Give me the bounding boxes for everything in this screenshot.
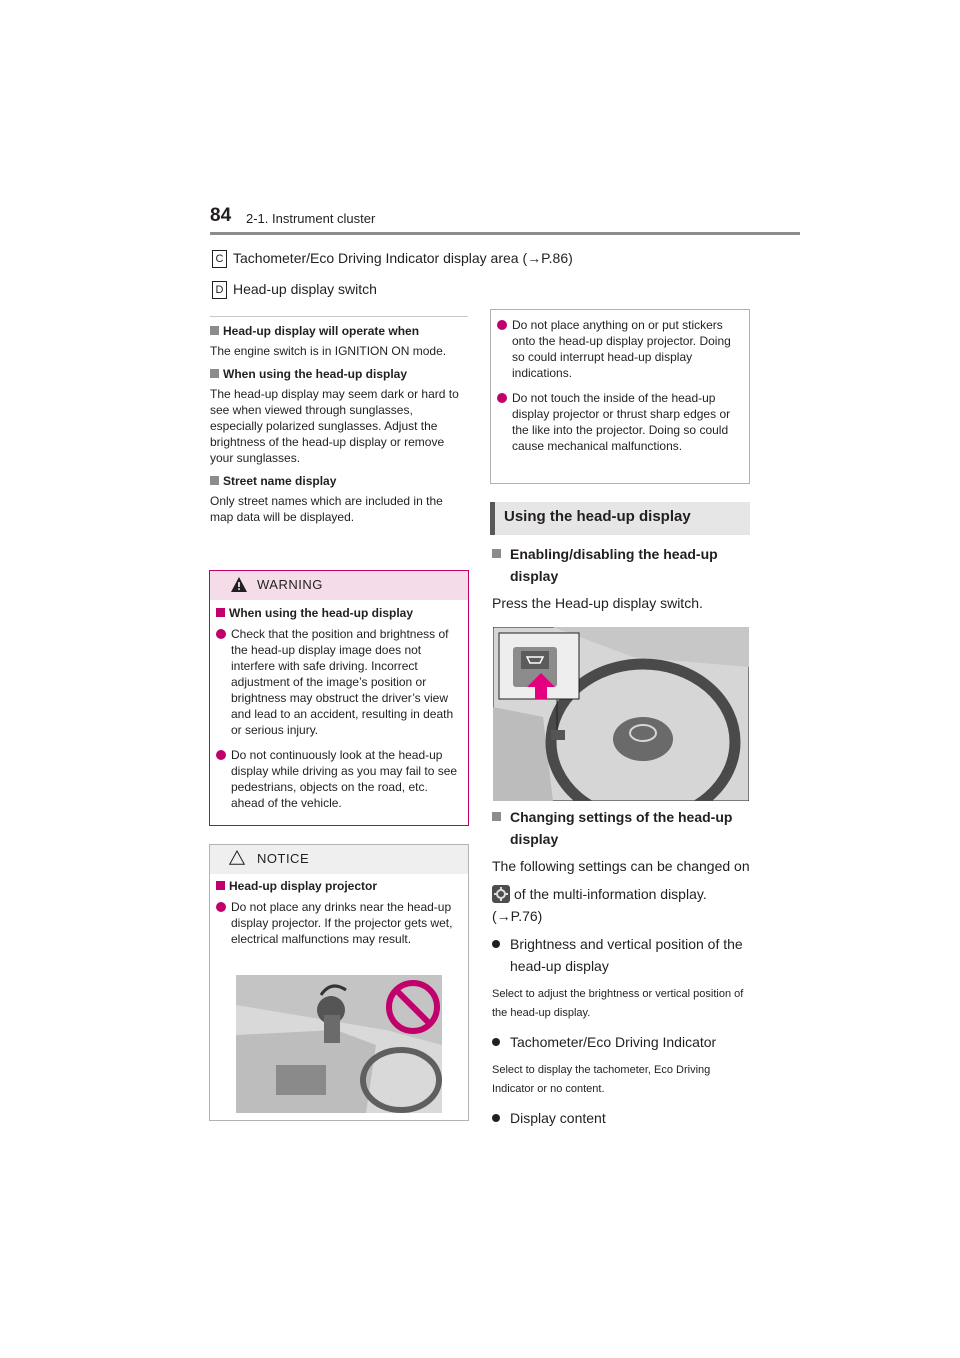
enable-body: Press the Head-up display switch. (492, 595, 703, 611)
notice-title: NOTICE (257, 851, 310, 866)
square-bullet-icon (492, 549, 501, 558)
note-body: The engine switch is in IGNITION ON mode. (210, 344, 447, 358)
section-heading-accent (490, 502, 495, 535)
settings-option-desc: Select to display the tachometer, Eco Driving Indicator or no content. (492, 1064, 711, 1095)
notice-subheading: Head-up display projector (216, 879, 464, 893)
bullet-dot-icon (216, 629, 226, 639)
notice-bullet: Do not place anything on or put stickers onto the head-up display projector. Doing so could interrupt head-up display indications. (497, 317, 745, 381)
warning-subheading: When using the head-up display (216, 606, 464, 620)
square-bullet-icon (216, 881, 225, 890)
warning-title-bar (210, 571, 468, 600)
settings-option: Display content (492, 1107, 750, 1129)
settings-option: Brightness and vertical position of the head-up display (492, 933, 750, 977)
settings-option-desc: Select to adjust the brightness or vertical position of the head-up display. (492, 988, 744, 1019)
settings-options (492, 933, 750, 1129)
bullet-dot-icon (497, 393, 507, 403)
bullet-dot-icon (492, 1114, 500, 1122)
settings-body (492, 855, 750, 883)
projector-drink-illustration (236, 975, 442, 1113)
header-rule (210, 232, 800, 235)
enable-heading: Enabling/disabling the head-up display (492, 543, 750, 587)
note-heading: Head-up display will operate when (210, 324, 470, 338)
note-heading: When using the head-up display (210, 367, 470, 381)
bullet-dot-icon (216, 902, 226, 912)
bullet-dot-icon (497, 320, 507, 330)
right-notice-content (497, 317, 745, 454)
warning-title: WARNING (257, 577, 323, 592)
item-letter-c: C (212, 250, 227, 268)
note-heading: Street name display (210, 474, 470, 488)
gear-icon (492, 885, 510, 903)
notice-triangle-icon (229, 850, 245, 865)
settings-body-line: The following settings can be changed on (492, 858, 750, 874)
warning-bullet: Check that the position and brightness of the head-up display image does not interfere with safe driving. Incorrect adjustment of the image’s position or brightness may obstruct the driver’s view and lead to an accident, resulting in death or serious injury. (216, 626, 464, 738)
page-number: 84 (210, 205, 232, 226)
notes-divider (210, 316, 468, 317)
settings-option: Tachometer/Eco Driving Indicator (492, 1031, 750, 1053)
left-notes (210, 324, 470, 525)
warning-content (216, 606, 464, 811)
square-bullet-icon (210, 476, 219, 485)
settings-body-rest: of the multi-information display. (→P.76) (492, 886, 707, 924)
square-bullet-icon (492, 812, 501, 821)
bullet-dot-icon (216, 750, 226, 760)
item-letter-d: D (212, 281, 227, 299)
note-body: Only street names which are included in the map data will be displayed. (210, 494, 443, 524)
item-text-d: Head-up display switch (233, 281, 377, 297)
square-bullet-icon (210, 369, 219, 378)
bullet-dot-icon (492, 1038, 500, 1046)
section-title: 2-1. Instrument cluster (246, 211, 376, 226)
bullet-dot-icon (492, 940, 500, 948)
section-heading: Using the head-up display (504, 508, 691, 525)
square-bullet-icon (216, 608, 225, 617)
warning-bullet: Do not continuously look at the head-up display while driving as you may fail to see pedestrians, objects on the road, etc. ahead of the vehicle. (216, 747, 464, 811)
notice-bullet: Do not touch the inside of the head-up display projector or thrust sharp edges or the like into the projector. Doing so could cause mechanical malfunctions. (497, 390, 745, 454)
notice-content (216, 879, 464, 947)
notice-title-bar (210, 845, 468, 874)
note-body: The head-up display may seem dark or hard to see when viewed through sunglasses, especially polarized sunglasses. Adjust the brightness of the head-up display or remove your sunglasses. (210, 387, 459, 465)
item-text-c: Tachometer/Eco Driving Indicator display area (→P.86) (233, 250, 573, 266)
warning-triangle-icon (231, 577, 247, 592)
head-up-switch-illustration (493, 627, 749, 801)
notice-bullet: Do not place any drinks near the head-up display projector. If the projector gets wet, electrical malfunctions may result. (216, 899, 464, 947)
square-bullet-icon (210, 326, 219, 335)
settings-heading: Changing settings of the head-up display (492, 806, 750, 850)
